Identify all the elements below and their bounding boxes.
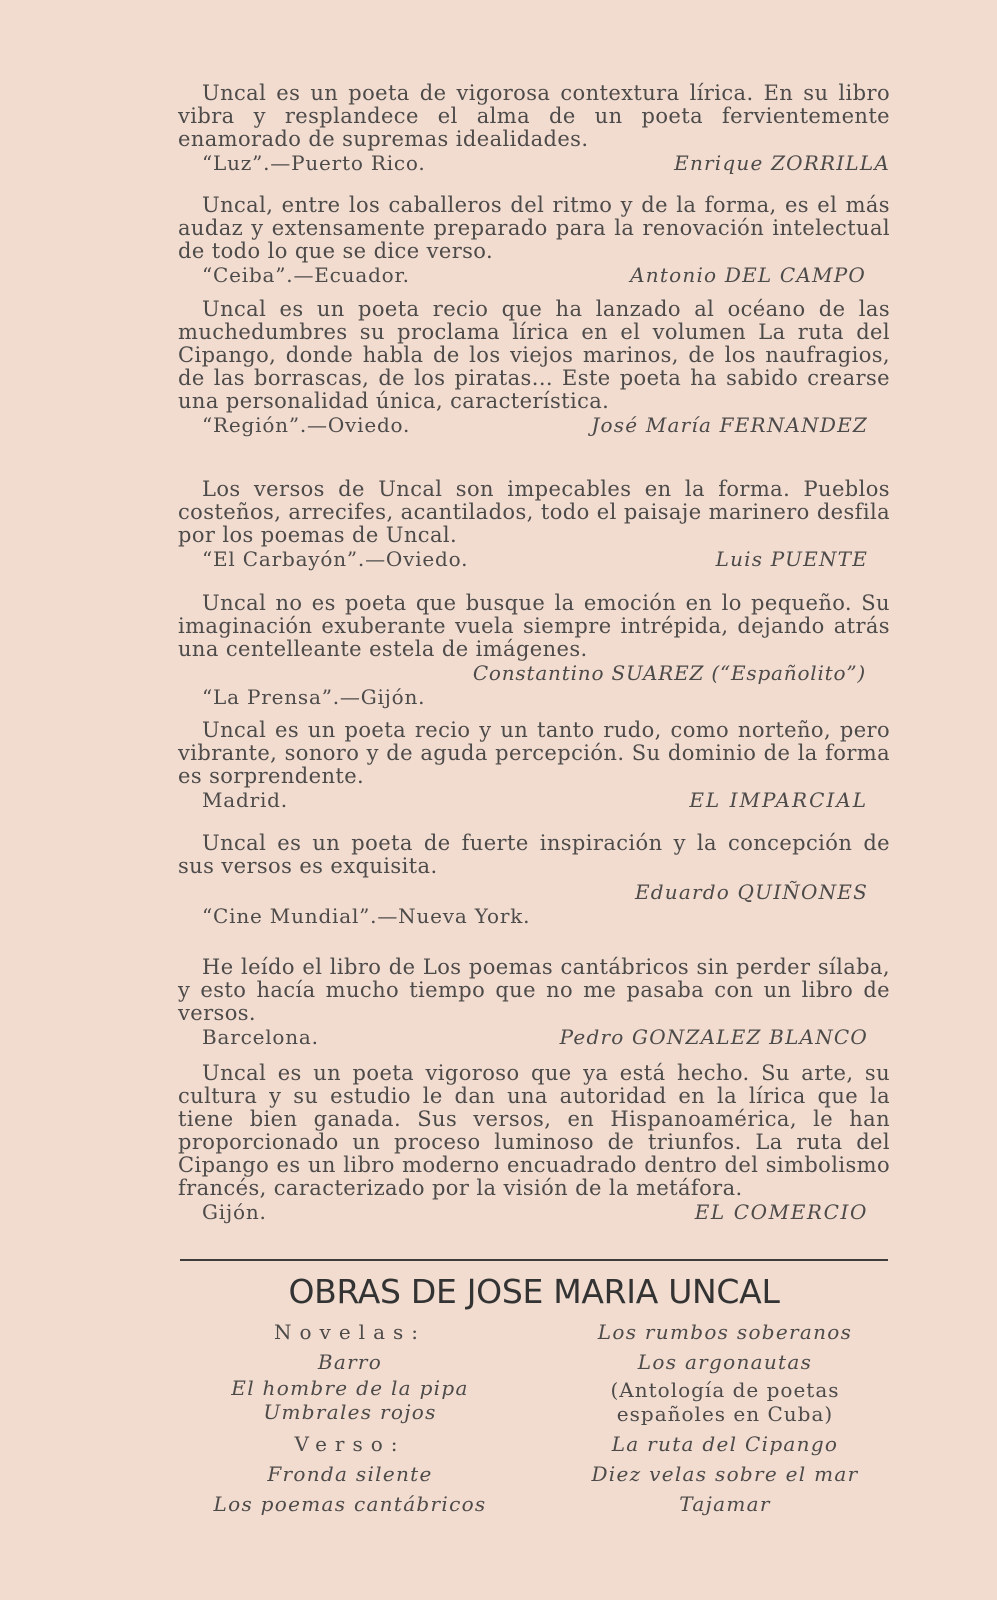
works-left-column [180,1318,520,1518]
review-attribution [178,413,890,437]
review-text: He leído el libro de Los poemas cantábricos sin perder sílaba, y esto hacía mucho tiempo que no me pasaba con un libro de versos. [178,955,890,1025]
work-title: Umbrales rojos [263,1400,437,1424]
work-title: Fronda silente [267,1462,433,1486]
review-source: Barcelona. [202,1025,319,1049]
review-author: Enrique ZORRILLA [674,151,890,175]
work-title: Tajamar [679,1492,771,1516]
review-source: Gijón. [202,1200,267,1224]
review-author: Pedro GONZALEZ BLANCO [559,1025,868,1049]
work-title: Los poemas cantábricos [213,1492,487,1516]
review-2 [178,194,890,287]
review-text: Uncal es un poeta de fuerte inspiración y la concepción de sus versos es exquisita. [178,831,890,878]
review-source: “La Prensa”.—Gijón. [202,685,426,709]
review-attribution [178,263,890,287]
works-heading: OBRAS DE JOSE MARIA UNCAL [288,1272,780,1311]
review-source: “Región”.—Oviedo. [202,413,411,437]
review-author: EL COMERCIO [694,1200,868,1224]
review-attribution [178,151,890,175]
review-text: Uncal es un poeta de vigorosa contextura lírica. En su libro vibra y resplandece el alma de un poeta fervientemente enamorado de supremas idealidades. [178,81,890,151]
verso-label: Verso: [294,1432,406,1456]
review-3 [178,298,890,437]
review-attribution [178,788,890,812]
review-source: “Ceiba”.—Ecuador. [202,263,410,287]
anthology-note: (Antología de poetas españoles en Cuba) [610,1378,840,1426]
review-8 [178,956,890,1049]
review-attribution [178,1025,890,1049]
review-7 [178,832,890,928]
work-title: El hombre de la pipa [231,1376,469,1400]
review-attribution-source [178,904,890,928]
work-title: Los argonautas [637,1350,813,1374]
review-9 [178,1062,890,1224]
work-title: Diez velas sobre el mar [591,1462,859,1486]
review-1 [178,82,890,175]
work-title: Barro [317,1350,383,1374]
review-author: José María FERNANDEZ [591,413,868,437]
review-source: “El Carbayón”.—Oviedo. [202,547,469,571]
review-text: Uncal no es poeta que busque la emoción en lo pequeño. Su imaginación exuberante vuela siempre intrépida, dejando atrás una centelleante estela de imágenes. [178,591,890,661]
review-text: Uncal es un poeta vigoroso que ya está hecho. Su arte, su cultura y su estudio le dan una autoridad en la lírica que la tiene bien ganada. Sus versos, en Hispanoamérica, le han proporcionado un proceso luminoso de triunfos. La ruta del Cipango es un libro moderno encuadrado dentro del simbolismo francés, caracterizado por la visión de la metáfora. [178,1061,890,1200]
review-attribution-author [178,880,890,904]
review-source: Madrid. [202,788,288,812]
review-author: EL IMPARCIAL [689,788,868,812]
review-author: Eduardo QUIÑONES [634,880,868,904]
novelas-label: Novelas: [274,1320,426,1344]
review-attribution-author [178,661,890,685]
review-author: Antonio DEL CAMPO [630,263,866,287]
review-attribution [178,1200,890,1224]
review-author: Luis PUENTE [715,547,868,571]
works-right-column [555,1318,895,1518]
review-author: Constantino SUAREZ (“Españolito”) [472,661,866,685]
review-attribution [178,547,890,571]
section-divider [180,1259,888,1261]
work-title: La ruta del Cipango [611,1432,839,1456]
review-6 [178,719,890,812]
review-attribution-source [178,685,890,709]
review-5 [178,592,890,709]
review-text: Uncal es un poeta recio que ha lanzado al océano de las muchedumbres su proclama lírica en el volumen La ruta del Cipango, donde habla de los viejos marinos, de los naufragios, de las borrascas, de los piratas... Este poeta ha sabido crearse una personalidad única, característica. [178,297,890,413]
review-4 [178,478,890,571]
review-source: “Cine Mundial”.—Nueva York. [202,904,531,928]
review-text: Uncal es un poeta recio y un tanto rudo, como norteño, pero vibrante, sonoro y de aguda percepción. Su dominio de la forma es sorprendente. [178,718,890,788]
work-title: Los rumbos soberanos [597,1320,853,1344]
review-text: Uncal, entre los caballeros del ritmo y de la forma, es el más audaz y extensamente preparado para la renovación intelectual de todo lo que se dice verso. [178,193,890,263]
review-source: “Luz”.—Puerto Rico. [202,151,426,175]
review-text: Los versos de Uncal son impecables en la forma. Pueblos costeños, arrecifes, acantilados, todo el paisaje marinero desfila por los poemas de Uncal. [178,477,890,547]
